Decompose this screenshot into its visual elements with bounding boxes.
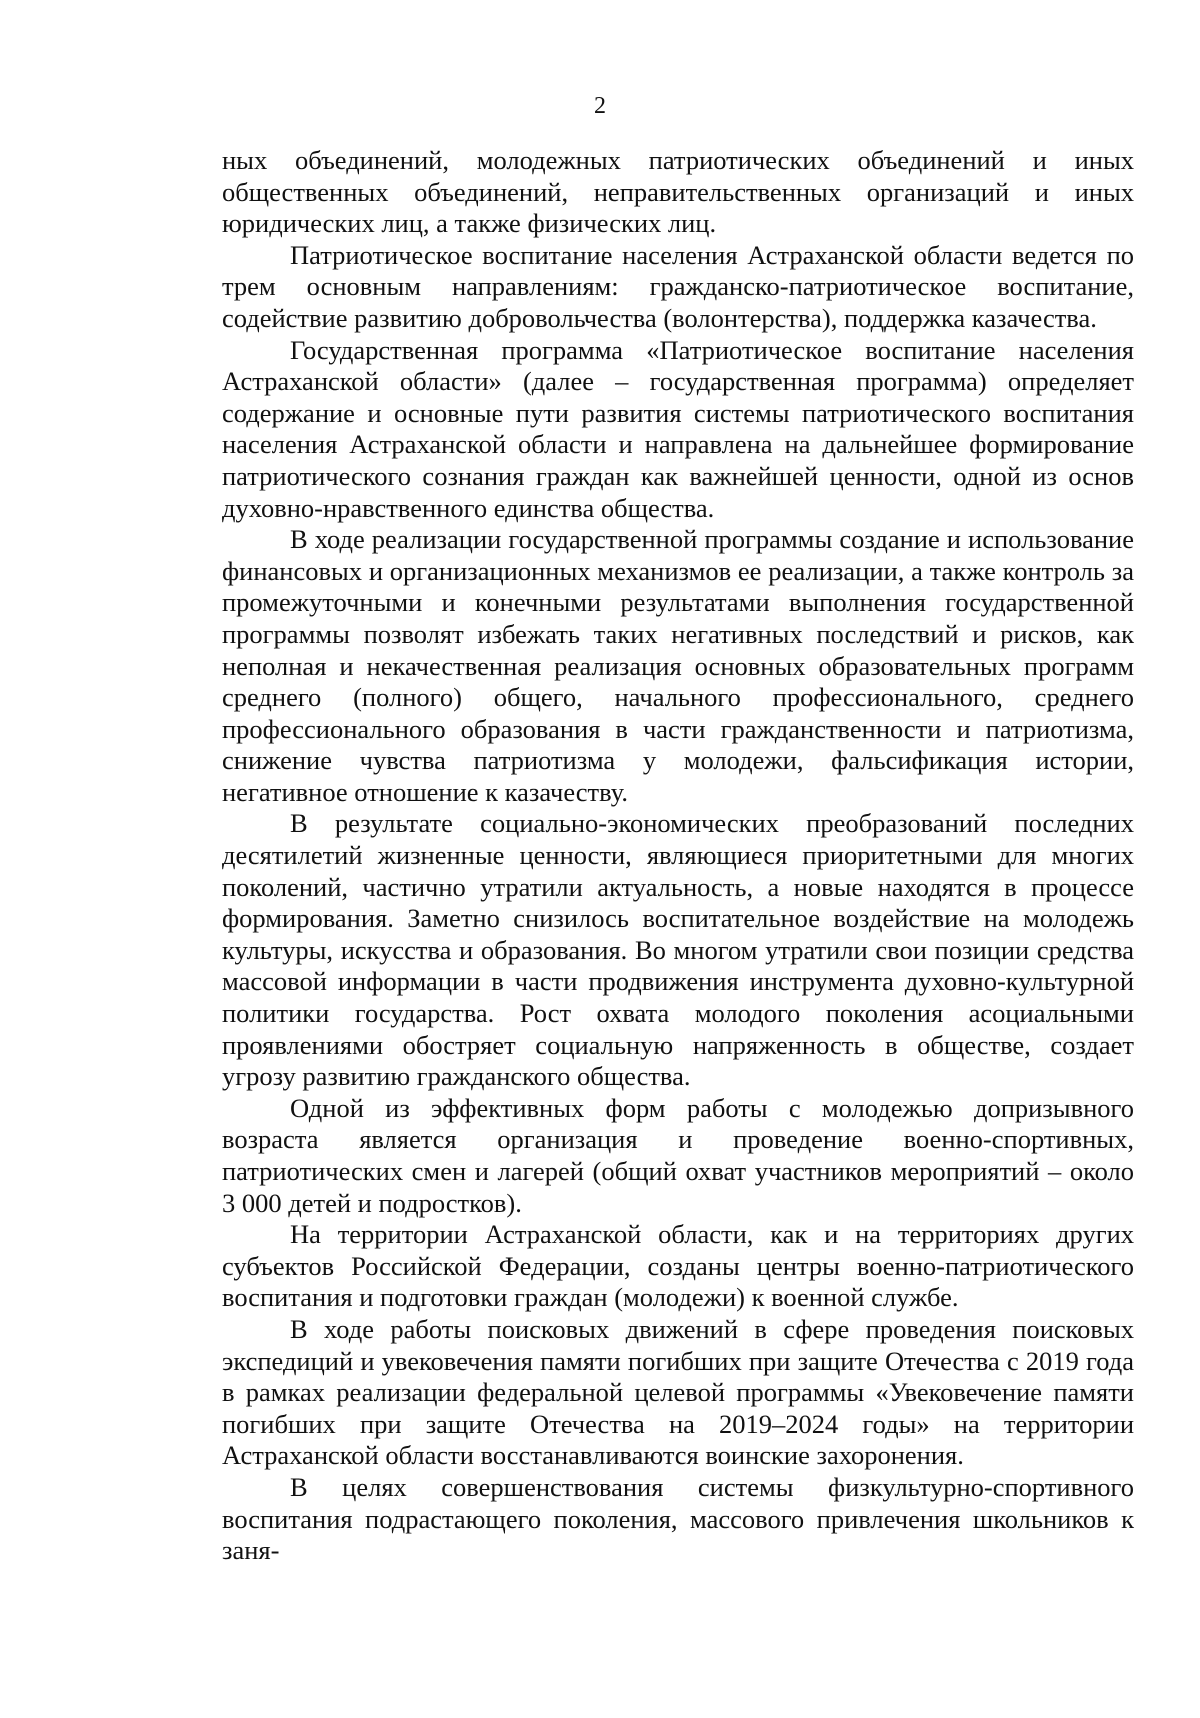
paragraph-state-program: Государственная программа «Патриотическое воспитание населения Астраханской области» (далее – государственная программа) определяет содержание и основные пути развития системы патриотического воспитания населения Астраханской области и направлена на дальнейшее формирование патриотического сознания граждан как важнейшей ценности, одной из основ духовно-нравственного единства общества. <box>222 334 1134 523</box>
paragraph-directions: Патриотическое воспитание населения Астраханской области ведется по трем основным направлениям: гражданско-патриотическое воспитание, содействие развитию добровольчества (волонтерства), поддержка казачества. <box>222 239 1134 333</box>
paragraph-continuation: ных объединений, молодежных патриотических объединений и иных общественных объединений, неправительственных организаций и иных юридических лиц, а также физических лиц. <box>222 145 1134 239</box>
paragraph-sports-education: В целях совершенствования системы физкультурно-спортивного воспитания подрастающего поколения, массового привлечения школьников к заня- <box>222 1471 1134 1566</box>
document-body <box>222 145 1134 1567</box>
page-number: 2 <box>594 93 606 119</box>
paragraph-youth-camps: Одной из эффективных форм работы с молодежью допризывного возраста является организация и проведение военно-спортивных, патриотических смен и лагерей (общий охват участников мероприятий – около 3 000 детей и подростков). <box>222 1092 1134 1218</box>
paragraph-search-movements: В ходе работы поисковых движений в сфере проведения поисковых экспедиций и увековечения памяти погибших при защите Отечества с 2019 года в рамках реализации федеральной целевой программы «Увековечение памяти погибших при защите Отечества на 2019–2024 годы» на территории Астраханской области восстанавливаются воинские захоронения. <box>222 1313 1134 1471</box>
paragraph-military-centers: На территории Астраханской области, как и на территориях других субъектов Российской Федерации, созданы центры военно-патриотического воспитания и подготовки граждан (молодежи) к военной службе. <box>222 1219 1134 1313</box>
paragraph-implementation-risks: В ходе реализации государственной программы создание и использование финансовых и организационных механизмов ее реализации, а также контроль за промежуточными и конечными результатами выполнения государственной программы позволят избежать таких негативных последствий и рисков, как неполная и некачественная реализация основных образовательных программ среднего (полного) общего, начального профессионального, среднего профессионального образования в части гражданственности и патриотизма, снижение чувства патриотизма у молодежи, фальсификация истории, негативное отношение к казачеству. <box>222 524 1134 807</box>
paragraph-socioeconomic-changes: В результате социально-экономических преобразований последних десятилетий жизненные ценности, являющиеся приоритетными для многих поколений, частично утратили актуальность, а новые находятся в процессе формирования. Заметно снизилось воспитательное воздействие на молодежь культуры, искусства и образования. Во многом утратили свои позиции средства массовой информации в части продвижения инструмента духовно-культурной политики государства. Рост охвата молодого поколения асоциальными проявлениями обостряет социальную напряженность в обществе, создает угрозу развитию гражданского общества. <box>222 808 1134 1092</box>
